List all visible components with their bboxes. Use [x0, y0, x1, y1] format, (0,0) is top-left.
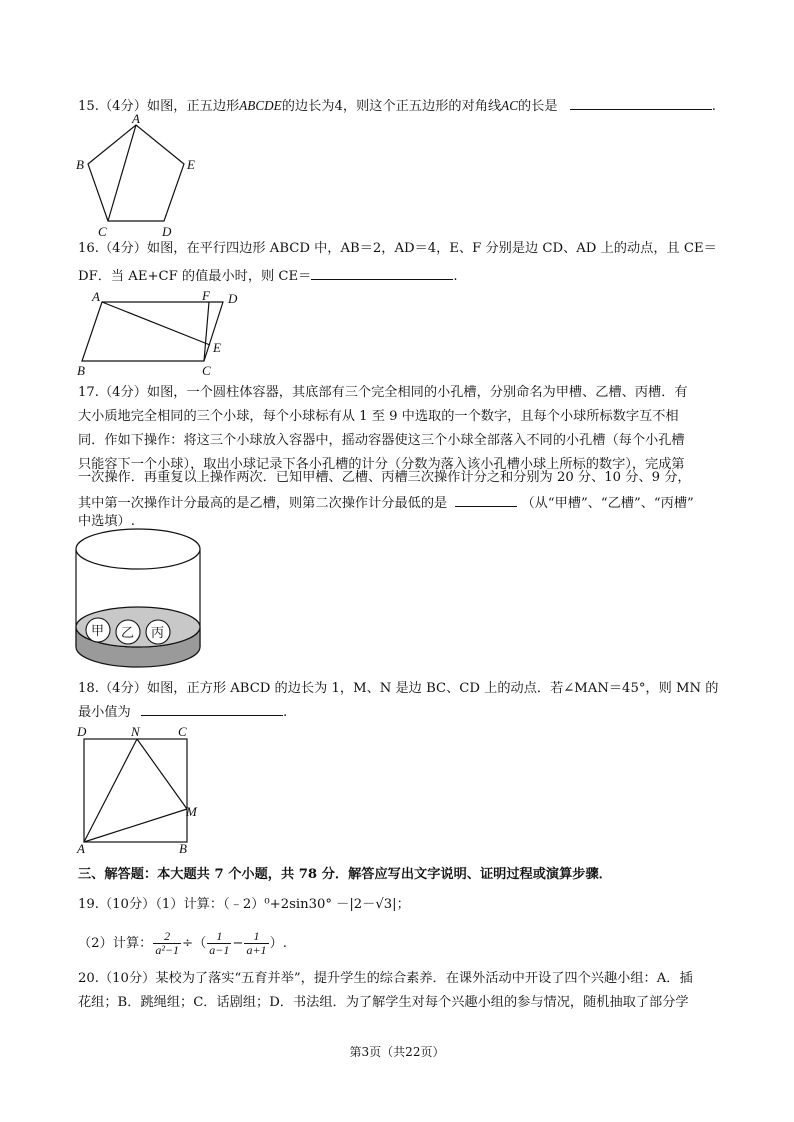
q18-line2: 最小值为 .	[78, 702, 287, 722]
parallelogram-figure	[75, 288, 250, 378]
label-C: C	[202, 363, 211, 378]
fraction-3: $\frac{1}{a+1}$	[246, 929, 267, 957]
label-B: B	[179, 841, 187, 856]
label-F: F	[202, 288, 210, 303]
answer-blank-17[interactable]	[455, 493, 517, 507]
q20-line2: 花组；B．跳绳组；C．话剧组；D．书法组．为了解学生对每个兴趣小组的参与情况，随机抽取了部分学	[78, 995, 689, 1010]
q19-line2: （2）计算： $\frac{2}{\text{a²−1}}$ ÷（ $\frac{1}{a-1}$ − $\frac{1}{a+1}$ ）.	[78, 929, 287, 957]
square-figure	[75, 725, 215, 855]
q16-line2: DF．当 AE+CF 的值最小时，则 CE＝ .	[78, 266, 458, 286]
label-A: A	[132, 111, 140, 126]
q15-text: 15.（4分）如图，正五边形ABCDE的边长为4，则这个正五边形的对角线AC的长是 .	[78, 98, 716, 114]
slot-bing: 丙	[151, 626, 165, 641]
answer-blank-18[interactable]	[141, 702, 283, 716]
q16-line1: 16.（4分）如图，在平行四边形 ABCD 中，AB＝2，AD＝4，E、F 分别是边 CD、AD 上的动点，且 CE＝	[78, 241, 717, 256]
label-A: A	[92, 289, 100, 304]
q17-line7: 中选填）.	[78, 514, 135, 529]
q17-line5: 一次操作．再重复以上操作两次．已知甲槽、乙槽、丙槽三次操作计分之和分别为 20 分、10 分、9 分，	[78, 470, 691, 485]
answer-blank-15[interactable]	[570, 96, 712, 110]
q17-line1: 17.（4分）如图，一个圆柱体容器，其底部有三个完全相同的小孔槽，分别命名为甲槽、乙槽、丙槽．有	[78, 385, 688, 400]
pentagon-figure	[75, 111, 205, 239]
label-D: D	[228, 291, 238, 306]
label-D: D	[77, 724, 87, 739]
label-A: A	[77, 841, 85, 856]
section3-heading: 三、解答题：本大题共 7 个小题，共 78 分．解答应写出文字说明、证明过程或演算步骤．	[78, 867, 612, 882]
q18-line1: 18.（4分）如图，正方形 ABCD 的边长为 1，M、N 是边 BC、CD 上的动点．若∠MAN＝45°，则 MN 的	[78, 681, 719, 696]
slot-yi: 乙	[121, 626, 135, 641]
q17-line4: 只能容下一个小球），取出小球记录下各小孔槽的计分（分数为落入该小孔槽小球上所标的数字），完成第	[78, 457, 685, 472]
answer-blank-16[interactable]	[311, 266, 453, 280]
cylinder-figure	[74, 527, 204, 672]
label-N: N	[131, 724, 140, 739]
q17-line3: 同．作如下操作：将这三个小球放入容器中，摇动容器使这三个小球全部落入不同的小孔槽（每个小孔槽	[78, 433, 685, 448]
slot-jia: 甲	[91, 624, 105, 639]
q17-line6: 其中第一次操作计分最高的是乙槽，则第二次操作计分最低的是 （从“甲槽”、“乙槽”、“丙槽”	[78, 493, 694, 513]
label-C: C	[178, 724, 187, 739]
page-footer: 第3页（共22页）	[349, 1045, 445, 1059]
fraction-2: $\frac{1}{a-1}$	[209, 929, 230, 957]
label-E: E	[213, 340, 221, 355]
label-M: M	[186, 804, 197, 819]
q20-line1: 20.（10分）某校为了落实“五育并举”，提升学生的综合素养．在课外活动中开设了四个兴趣小组：A．插	[78, 971, 693, 986]
label-D: D	[162, 224, 172, 239]
q17-line2: 大小质地完全相同的三个小球，每个小球标有从 1 至 9 中选取的一个数字，且每个小球所标数字互不相	[78, 409, 679, 424]
label-B: B	[76, 157, 84, 172]
label-E: E	[187, 157, 195, 172]
q19-line1: 19.（10分）（1）计算：（﹣2）⁰+2sin30° －|2－√3|；	[78, 897, 410, 912]
label-B: B	[77, 363, 85, 378]
label-C: C	[98, 224, 107, 239]
fraction-1: $\frac{2}{\text{a²−1}}$	[155, 929, 180, 957]
